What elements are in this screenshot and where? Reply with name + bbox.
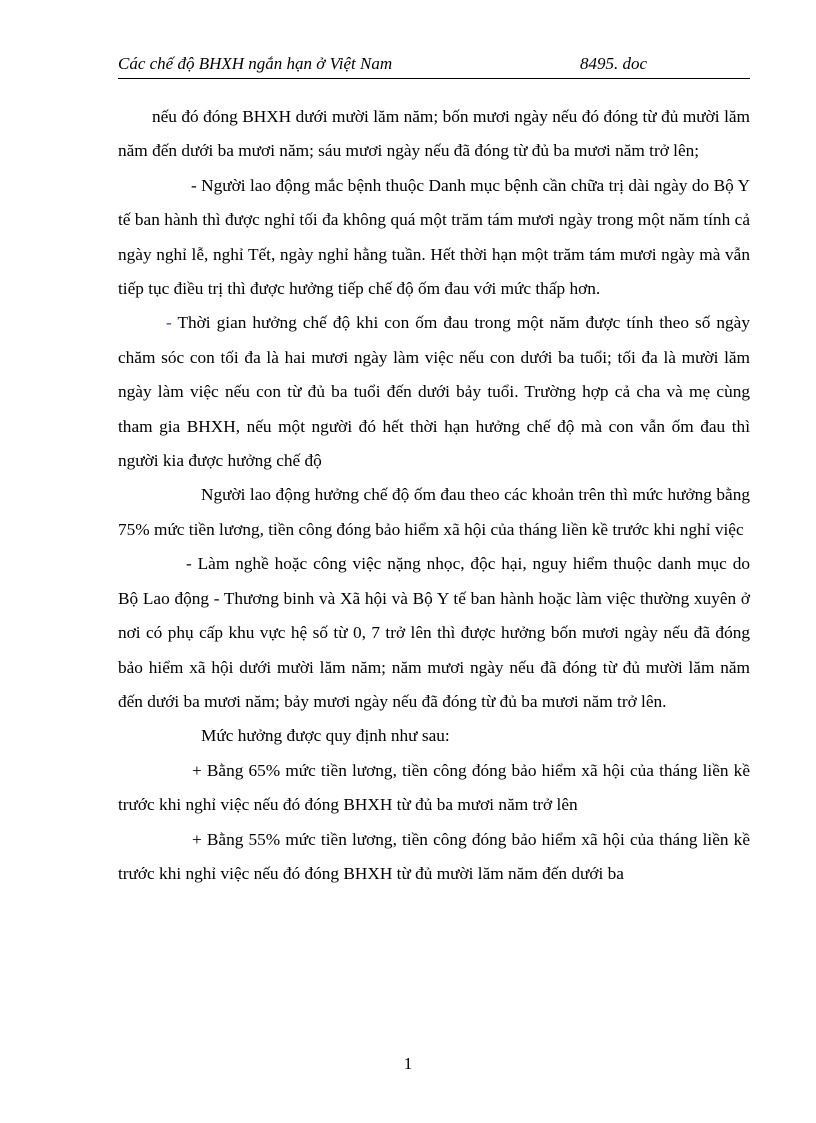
paragraph-2-text: - Người lao động mắc bệnh thuộc Danh mục bệnh cần chữa trị dài ngày do Bộ Y tế ban hành thì được nghỉ tối đa không quá một trăm tám mươi ngày trong một năm tính cả ngày nghỉ lễ, nghỉ Tết, ngày nghỉ hằng tuần. Hết thời hạn một trăm tám mươi ngày mà vẫn tiếp tục điều trị thì được hưởng tiếp chế độ ốm đau với mức thấp hơn.: [118, 175, 750, 299]
page-number: 1: [403, 1054, 413, 1073]
paragraph-7: [118, 754, 750, 823]
paragraph-8: [118, 823, 750, 892]
paragraph-8-text: + Bằng 55% mức tiền lương, tiền công đóng bảo hiểm xã hội của tháng liền kề trước khi nghỉ việc nếu đó đóng BHXH từ đủ mười lăm năm đến dưới ba: [118, 829, 750, 883]
paragraph-5: [118, 547, 750, 719]
paragraph-2: [118, 169, 750, 307]
page-header: [118, 52, 750, 79]
paragraph-6: [118, 719, 750, 753]
paragraph-1-text: nếu đó đóng BHXH dưới mười lăm năm; bốn mươi ngày nếu đó đóng từ đủ mười lăm năm đến dưới ba mươi năm; sáu mươi ngày nếu đã đóng từ đủ ba mươi năm trở lên;: [118, 107, 750, 161]
paragraph-6-text: Mức hưởng được quy định như sau:: [201, 726, 450, 746]
header-title: Các chế độ BHXH ngắn hạn ở Việt Nam: [118, 54, 393, 73]
document-body: [118, 100, 750, 891]
paragraph-4: [118, 478, 750, 547]
paragraph-7-text: + Bằng 65% mức tiền lương, tiền công đóng bảo hiểm xã hội của tháng liền kề trước khi nghỉ việc nếu đó đóng BHXH từ đủ ba mươi năm trở lên: [118, 760, 750, 815]
paragraph-4-text: Người lao động hưởng chế độ ốm đau theo các khoản trên thì mức hưởng bằng 75% mức tiền lương, tiền công đóng bảo hiểm xã hội của tháng liền kề trước khi nghỉ việc: [118, 485, 750, 539]
paragraph-3-text: Thời gian hưởng chế độ khi con ốm đau trong một năm được tính theo số ngày chăm sóc con tối đa là hai mươi ngày làm việc nếu con dưới ba tuổi; tối đa là mười lăm ngày làm việc nếu con từ đủ ba tuổi đến dưới bảy tuổi. Trường hợp cả cha và mẹ cùng tham gia BHXH, nếu một người đó hết thời hạn hưởng chế độ mà con vẫn ốm đau thì người kia được hưởng chế độ: [118, 313, 750, 471]
paragraph-5-text: - Làm nghề hoặc công việc nặng nhọc, độc hại, nguy hiểm thuộc danh mục do Bộ Lao động - Thương binh và Xã hội và Bộ Y tế ban hành hoặc làm việc thường xuyên ở nơi có phụ cấp khu vực hệ số từ 0, 7 trở lên thì được hưởng bốn mươi ngày nếu đã đóng bảo hiểm xã hội dưới mười lăm năm; năm mươi ngày nếu đã đóng từ đủ mười lăm năm đến dưới ba mươi năm; bảy mươi ngày nếu đã đóng từ đủ ba mươi năm trở lên.: [118, 554, 750, 711]
header-filename: 8495. doc: [580, 54, 648, 73]
paragraph-3: [118, 306, 750, 478]
paragraph-1: [118, 100, 750, 169]
paragraph-3-dash: -: [166, 313, 172, 333]
